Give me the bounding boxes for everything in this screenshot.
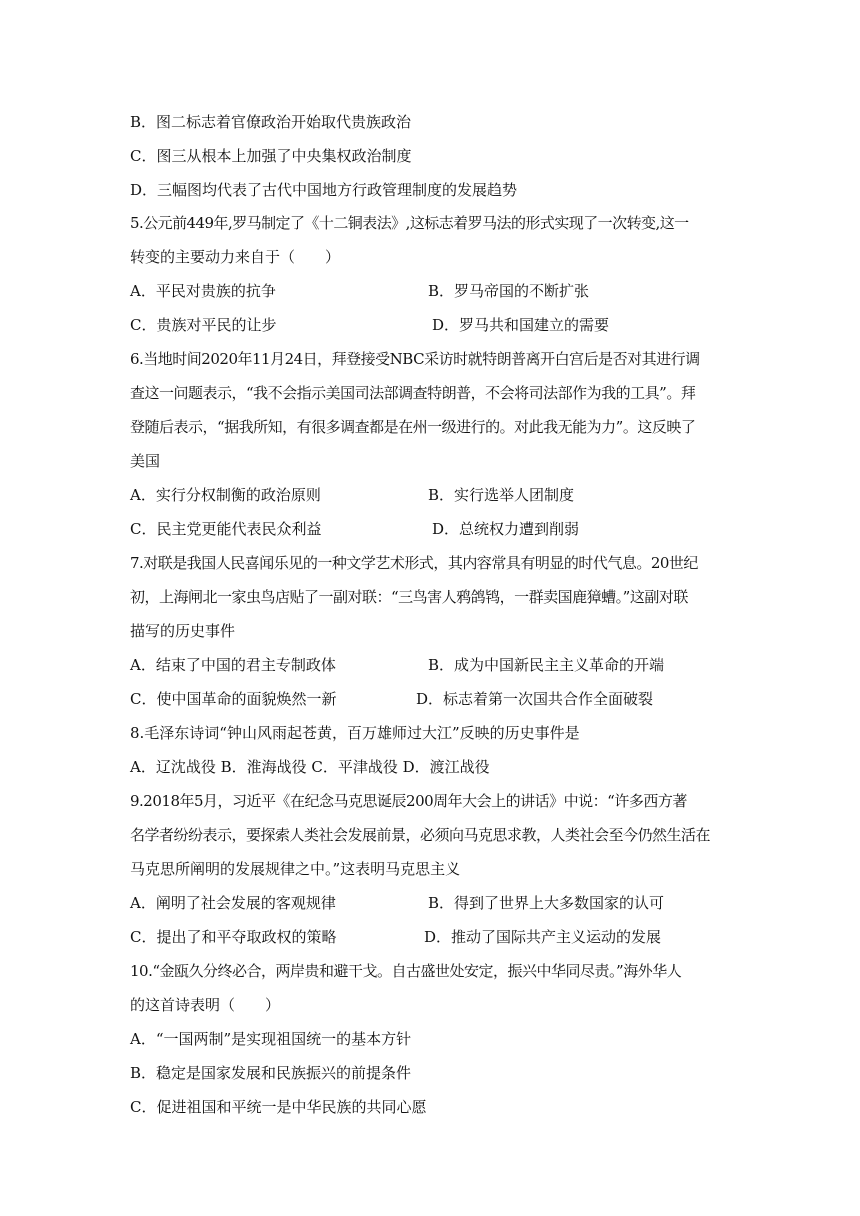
q6-option-c: C．民主党更能代表民众利益: [130, 520, 322, 538]
q9-stem-line-2: 名学者纷纷表示，要探索人类社会发展前景，必须向马克思求教，人类社会至今仍然生活在: [130, 826, 711, 844]
q10-stem-line-2: 的这首诗表明（ ）: [130, 996, 281, 1014]
q6-stem-line-2: 查这一问题表示，“我不会指示美国司法部调查特朗普，不会将司法部作为我的工具”。拜: [130, 384, 696, 402]
q8-options: A．辽沈战役 B．淮海战役 C．平津战役 D．渡江战役: [130, 758, 490, 776]
q5-option-d: D．罗马共和国建立的需要: [432, 316, 610, 334]
q9-option-c: C．提出了和平夺取政权的策略: [130, 928, 337, 946]
q4-option-b: B．图二标志着官僚政治开始取代贵族政治: [130, 113, 412, 131]
q10-stem-line-1: 10.“金瓯久分终必合，两岸贵和避干戈。自古盛世处安定，振兴中华同尽责。”海外华人: [130, 962, 682, 980]
q5-stem-line-1: 5.公元前449年,罗马制定了《十二铜表法》,这标志着罗马法的形式实现了一次转变,这一: [130, 214, 689, 232]
q9-option-b: B．得到了世界上大多数国家的认可: [428, 894, 665, 912]
q6-stem-line-3: 登随后表示，“据我所知，有很多调查都是在州一级进行的。对此我无能为力”。这反映了: [130, 418, 696, 436]
q10-option-a: A．“一国两制”是实现祖国统一的基本方针: [130, 1030, 412, 1048]
q4-option-c: C．图三从根本上加强了中央集权政治制度: [130, 147, 412, 165]
q9-option-a: A．阐明了社会发展的客观规律: [130, 894, 336, 912]
q6-option-b: B．实行选举人团制度: [428, 486, 575, 504]
q7-option-b: B．成为中国新民主主义革命的开端: [428, 656, 665, 674]
q5-option-b: B．罗马帝国的不断扩张: [428, 282, 590, 300]
q9-stem-line-1: 9.2018年5月，习近平《在纪念马克思诞辰200周年大会上的讲话》中说：“许多西方著: [130, 792, 687, 810]
q7-option-a: A．结束了中国的君主专制政体: [130, 656, 336, 674]
q7-option-d: D．标志着第一次国共合作全面破裂: [416, 690, 654, 708]
q5-stem-line-2: 转变的主要动力来自于（ ）: [130, 248, 341, 266]
q6-stem-line-4: 美国: [130, 452, 161, 470]
q8-stem: 8.毛泽东诗词“钟山风雨起苍黄，百万雄师过大江”反映的历史事件是: [130, 724, 580, 742]
q7-stem-line-2: 初，上海闸北一家虫鸟店贴了一副对联：“三鸟害人鸦鸽鸨，一群卖国鹿獐螬。”这副对联: [130, 588, 688, 606]
q7-stem-line-3: 描写的历史事件: [130, 622, 236, 640]
q6-option-d: D．总统权力遭到削弱: [432, 520, 580, 538]
q10-option-c: C．促进祖国和平统一是中华民族的共同心愿: [130, 1098, 427, 1116]
q7-option-c: C．使中国革命的面貌焕然一新: [130, 690, 337, 708]
q4-option-d: D．三幅图均代表了古代中国地方行政管理制度的发展趋势: [130, 181, 518, 199]
q9-stem-line-3: 马克思所阐明的发展规律之中。”这表明马克思主义: [130, 860, 461, 878]
q10-option-b: B．稳定是国家发展和民族振兴的前提条件: [130, 1064, 412, 1082]
q5-option-a: A．平民对贵族的抗争: [130, 282, 276, 300]
q6-option-a: A．实行分权制衡的政治原则: [130, 486, 321, 504]
q9-option-d: D．推动了国际共产主义运动的发展: [424, 928, 662, 946]
q6-stem-line-1: 6.当地时间2020年11月24日，拜登接受NBC采访时就特朗普离开白宫后是否对其进行调: [130, 350, 700, 368]
q7-stem-line-1: 7.对联是我国人民喜闻乐见的一种文学艺术形式，其内容常具有明显的时代气息。20世纪: [130, 554, 698, 572]
q5-option-c: C．贵族对平民的让步: [130, 316, 277, 334]
